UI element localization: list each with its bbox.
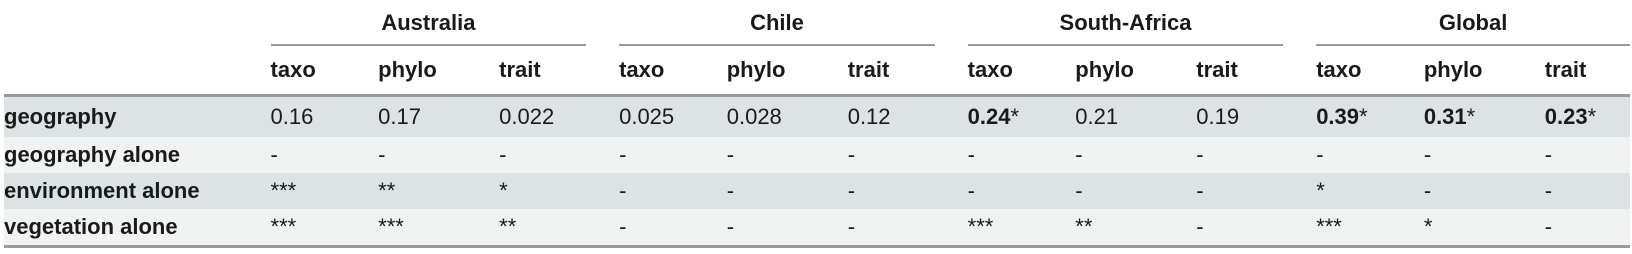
spacer [586, 2, 619, 44]
column-header: phylo [726, 57, 786, 82]
table-cell [378, 209, 499, 247]
table-cell [727, 137, 848, 173]
cell-value: - [1544, 178, 1553, 203]
cell-value: 0.025 [619, 104, 675, 129]
cell-value: 0.24 [967, 104, 1011, 129]
spacer [935, 96, 968, 138]
table-cell [271, 209, 379, 247]
spacer [586, 173, 619, 209]
cell-value: - [1544, 142, 1553, 167]
table-cell [1316, 173, 1424, 209]
cell-value: - [847, 214, 856, 239]
group-header-row [4, 2, 1630, 44]
table-cell [848, 173, 935, 209]
column-header: trait [499, 57, 541, 82]
spacer [1283, 137, 1316, 173]
cell-value: 0.31 [1423, 104, 1467, 129]
cell-value: 0.21 [1075, 104, 1119, 129]
table-cell [271, 96, 379, 138]
table-cell [727, 96, 848, 138]
cell-value: 0.19 [1196, 104, 1240, 129]
table-cell [1545, 96, 1630, 138]
significance-mark: * [1587, 104, 1597, 129]
cell-value: * [499, 178, 508, 203]
cell-value: 0.028 [726, 104, 782, 129]
cell-value: 0.022 [499, 104, 555, 129]
significance-mark: * [1466, 104, 1476, 129]
subheader-row [4, 46, 1630, 96]
table-cell [1316, 137, 1424, 173]
table-cell [848, 96, 935, 138]
cell-value: - [619, 214, 627, 239]
table-cell [619, 173, 727, 209]
cell-value: - [378, 142, 386, 167]
spacer [935, 137, 968, 173]
spacer [586, 46, 619, 96]
cell-value: ** [1075, 214, 1093, 239]
cell-value: - [619, 178, 627, 203]
table-row [4, 209, 1630, 247]
cell-value: *** [967, 214, 994, 239]
cell-value: *** [378, 214, 404, 239]
cell-value: - [1196, 178, 1204, 203]
column-header: phylo [1075, 57, 1134, 82]
table-cell [968, 209, 1076, 247]
table-cell [1196, 173, 1283, 209]
cell-value: ** [499, 214, 517, 239]
cell-value: - [1423, 142, 1432, 167]
table-cell [848, 209, 935, 247]
spacer [586, 96, 619, 138]
spacer [935, 46, 968, 96]
group-header: Australia [381, 10, 476, 35]
table-cell [1075, 137, 1196, 173]
cell-value: 0.16 [270, 104, 314, 129]
table-cell [727, 173, 848, 209]
table-cell [378, 173, 499, 209]
cell-value: *** [1316, 214, 1342, 239]
results-table [4, 2, 1630, 248]
table-cell [271, 173, 379, 209]
row-label: geography alone [4, 137, 271, 173]
group-header: Chile [750, 10, 804, 35]
cell-value: - [1196, 214, 1204, 239]
cell-value: 0.39 [1316, 104, 1360, 129]
cell-value: 0.12 [847, 104, 891, 129]
spacer [1283, 2, 1316, 44]
spacer [586, 209, 619, 247]
column-header: taxo [967, 57, 1013, 82]
row-label: geography [4, 96, 271, 138]
significance-mark: * [1010, 104, 1020, 129]
table-cell [1196, 209, 1283, 247]
cell-value: - [1075, 142, 1083, 167]
cell-value: *** [270, 214, 297, 239]
row-label: environment alone [4, 173, 271, 209]
cell-value: 0.23 [1544, 104, 1588, 129]
spacer [935, 2, 968, 44]
cell-value: * [1423, 214, 1433, 239]
table-cell [1196, 96, 1283, 138]
cell-value: - [619, 142, 627, 167]
table-cell [1424, 96, 1545, 138]
group-header: Global [1438, 10, 1508, 35]
table-cell [1075, 209, 1196, 247]
cell-value: - [726, 142, 735, 167]
table-cell [499, 96, 586, 138]
spacer [1283, 46, 1316, 96]
table-cell [1545, 137, 1630, 173]
table-cell [271, 137, 379, 173]
table-cell [727, 209, 848, 247]
table-cell [1075, 96, 1196, 138]
table-cell [1316, 209, 1424, 247]
column-header: taxo [270, 57, 316, 82]
group-header: South-Africa [1059, 10, 1192, 35]
cell-value: - [270, 142, 278, 167]
cell-value: *** [270, 178, 297, 203]
table-cell [378, 96, 499, 138]
cell-value: - [967, 142, 975, 167]
cell-value: - [967, 178, 975, 203]
column-header: phylo [378, 57, 437, 82]
table-cell [619, 96, 727, 138]
spacer [935, 173, 968, 209]
column-header: trait [1544, 57, 1587, 82]
cell-value: - [1544, 214, 1553, 239]
spacer [935, 209, 968, 247]
table-cell [1545, 209, 1630, 247]
table-cell [1545, 173, 1630, 209]
column-header: taxo [1316, 57, 1362, 82]
cell-value: - [1075, 178, 1083, 203]
table-cell [1424, 209, 1545, 247]
cell-value: 0.17 [378, 104, 421, 129]
significance-mark: * [1359, 104, 1368, 129]
table-cell [499, 209, 586, 247]
column-header: trait [847, 57, 890, 82]
table-row [4, 137, 1630, 173]
spacer [1283, 173, 1316, 209]
table-cell [499, 137, 586, 173]
cell-value: - [499, 142, 507, 167]
spacer [586, 137, 619, 173]
cell-value: - [1423, 178, 1432, 203]
table-cell [968, 96, 1076, 138]
cell-value: ** [378, 178, 396, 203]
table-cell [848, 137, 935, 173]
cell-value: - [1196, 142, 1204, 167]
cell-value: - [726, 178, 735, 203]
corner-cell [4, 46, 271, 96]
table-cell [378, 137, 499, 173]
table-cell [1316, 96, 1424, 138]
column-header: trait [1196, 57, 1238, 82]
cell-value: * [1316, 178, 1325, 203]
table-cell [1196, 137, 1283, 173]
corner-cell [4, 2, 271, 44]
table-cell [499, 173, 586, 209]
spacer [1283, 96, 1316, 138]
table-row [4, 96, 1630, 138]
table-cell [1424, 173, 1545, 209]
table-cell [968, 173, 1076, 209]
cell-value: - [1316, 142, 1324, 167]
table-cell [968, 137, 1076, 173]
table-row [4, 173, 1630, 209]
spacer [1283, 209, 1316, 247]
row-label: vegetation alone [4, 209, 271, 247]
cell-value: - [847, 142, 856, 167]
cell-value: - [847, 178, 856, 203]
table-cell [619, 209, 727, 247]
table-cell [619, 137, 727, 173]
column-header: taxo [619, 57, 665, 82]
cell-value: - [726, 214, 735, 239]
column-header: phylo [1423, 57, 1483, 82]
table-cell [1075, 173, 1196, 209]
table-cell [1424, 137, 1545, 173]
